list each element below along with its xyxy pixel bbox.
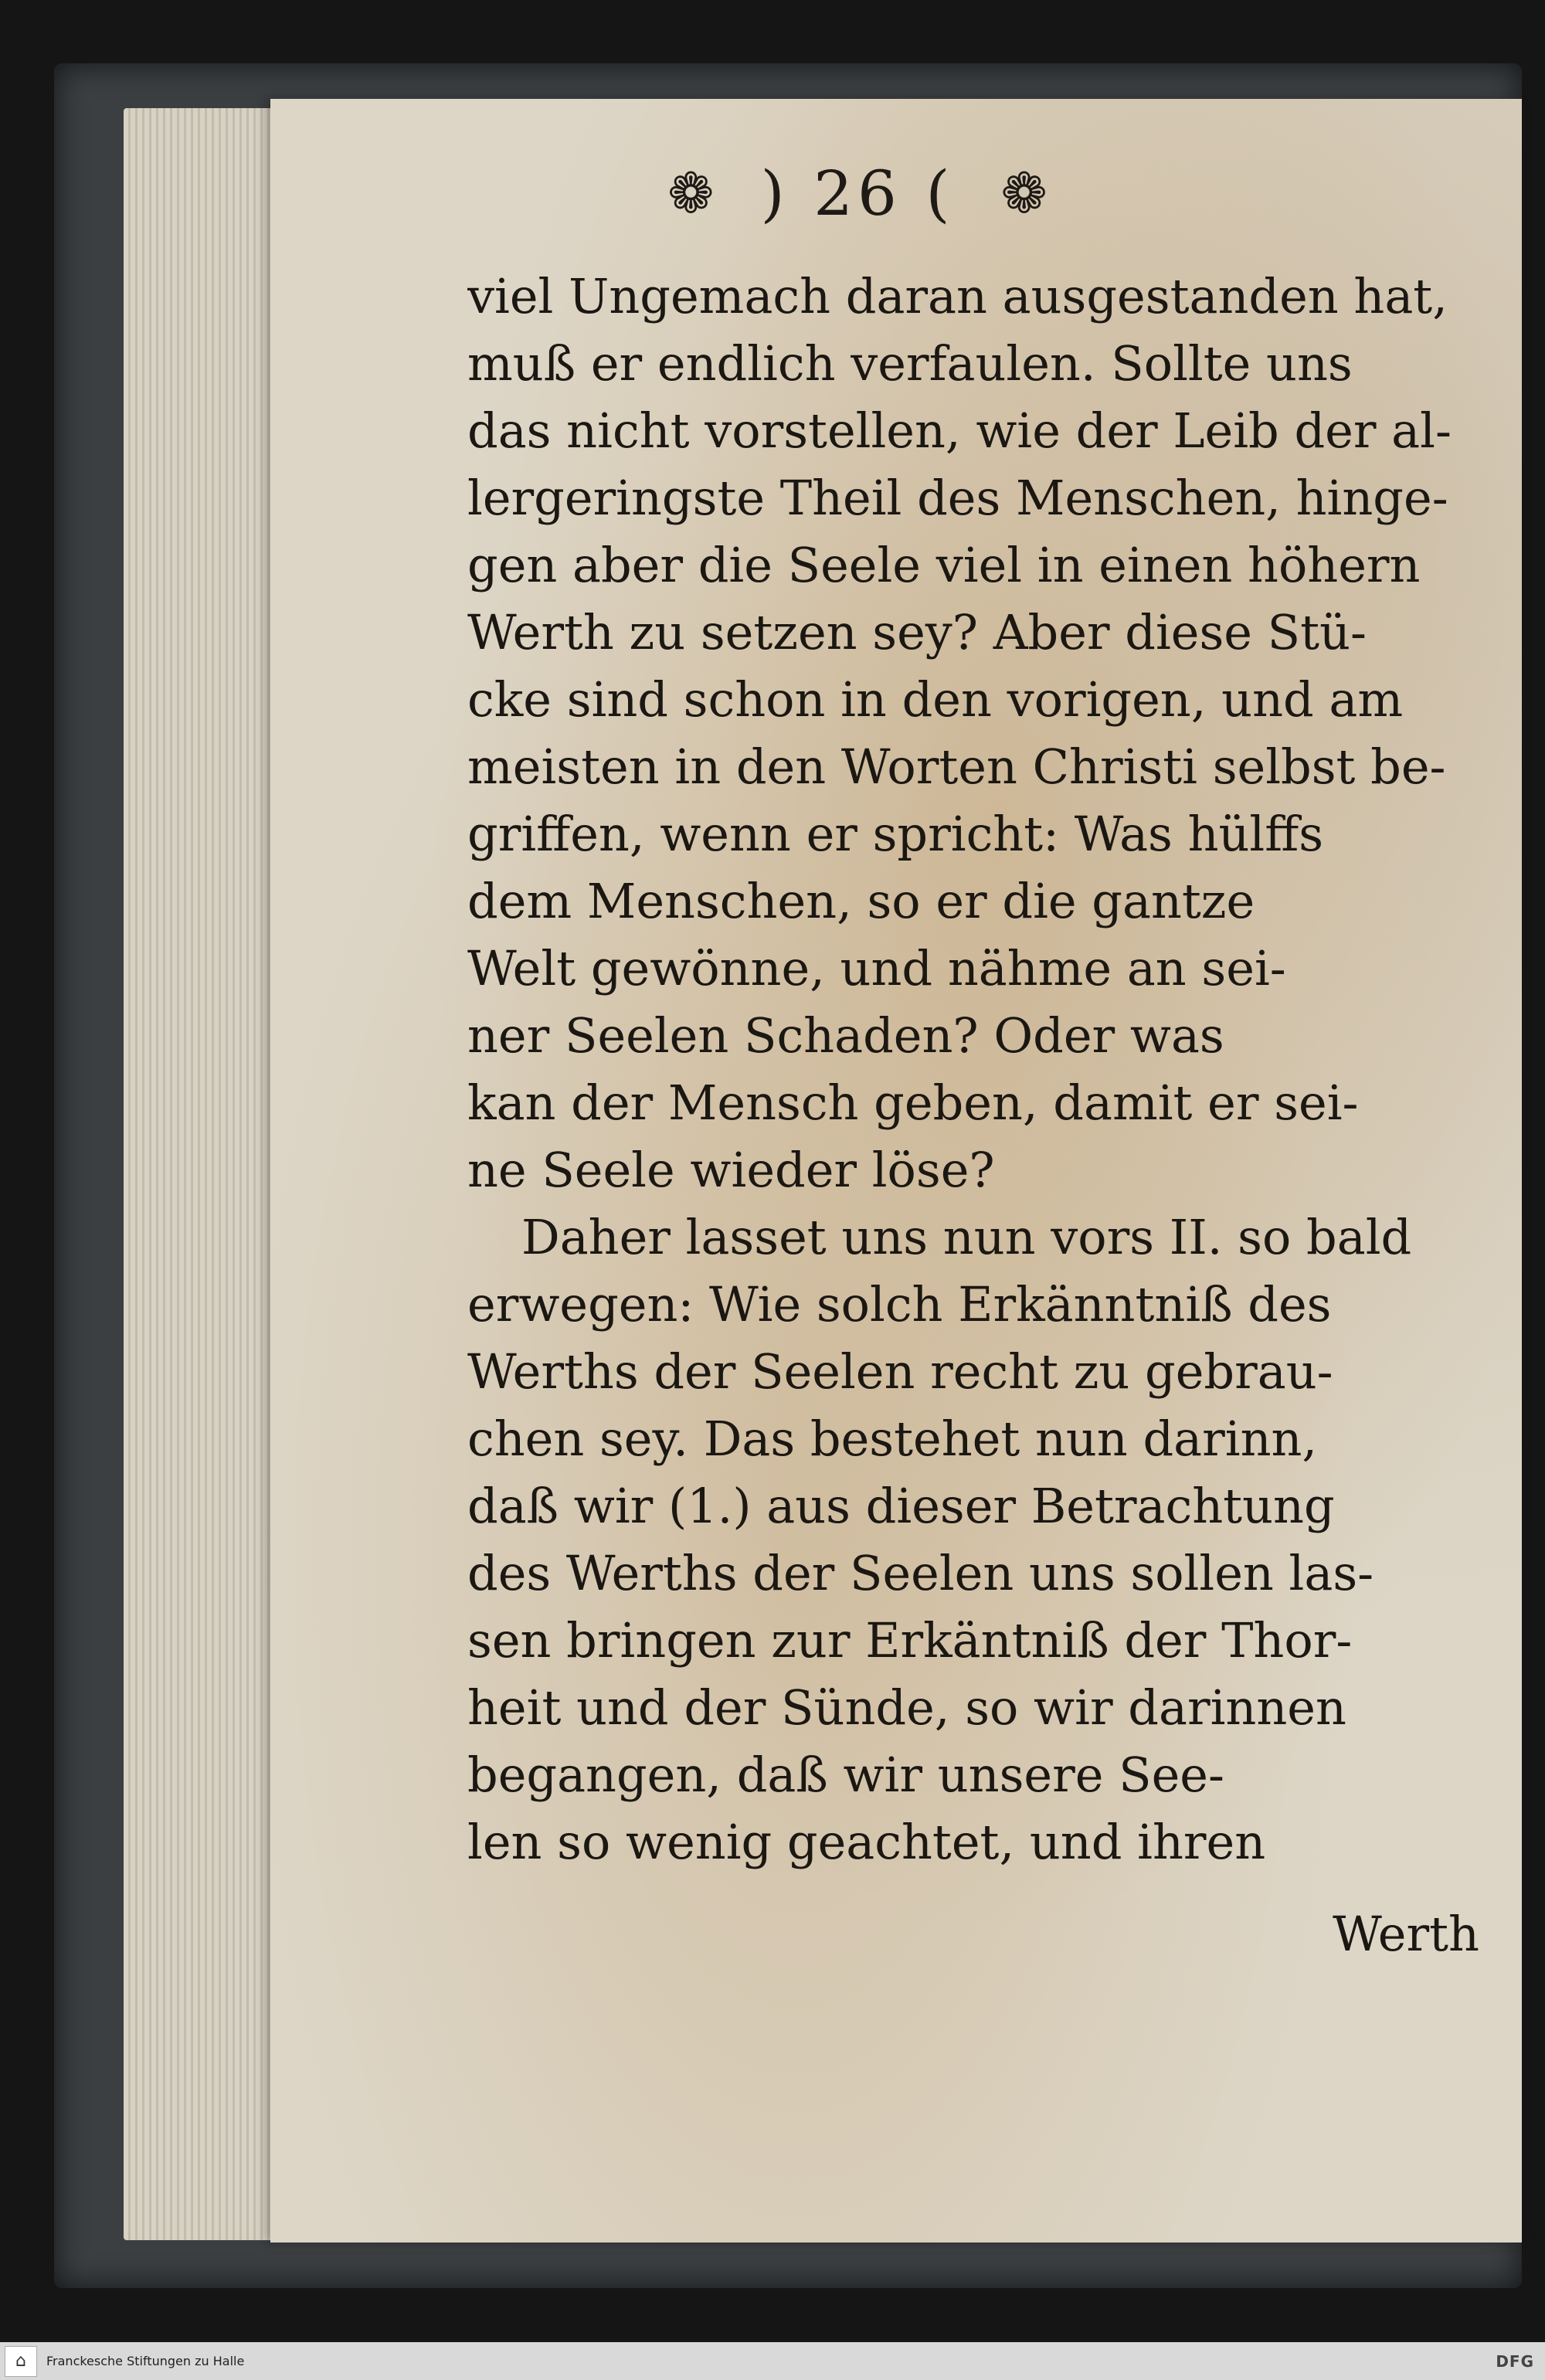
viewer-footer [0,2342,1545,2380]
text-line: griffen, wenn er spricht: Was hülffs [467,806,1324,862]
text-line: len so wenig geachtet, und ihren [467,1814,1266,1870]
ornament-right-icon: ❁ [1000,161,1048,226]
text-line: viel Ungemach daran ausgestanden hat, [467,268,1448,324]
text-line: Welt gewönne, und nähme an sei- [467,940,1286,996]
text-line: cke sind schon in den vorigen, und am [467,671,1404,728]
text-line: des Werths der Seelen uns sollen las- [467,1545,1374,1601]
text-line: erwegen: Wie solch Erkänntniß des [467,1276,1332,1333]
page-header [479,151,1236,236]
body-text [467,263,1479,1876]
text-line: Werth zu setzen sey? Aber diese Stü- [467,604,1367,660]
ornament-left-icon: ❁ [667,161,715,226]
footer-institution[interactable] [0,2346,244,2377]
text-line: das nicht vorstellen, wie der Leib der al- [467,402,1452,459]
dfg-logo[interactable]: DFG [1496,2351,1534,2371]
institution-logo-icon: ⌂ [5,2346,37,2377]
page-number: ) 26 ( [760,157,955,229]
text-line: muß er endlich verfaulen. Sollte uns [467,335,1353,392]
catchword: Werth [1333,1906,1479,1962]
text-line: ne Seele wieder löse? [467,1142,995,1198]
text-line: Daher lasset uns nun vors II. so bald [521,1209,1412,1265]
text-line: sen bringen zur Erkäntniß der Thor- [467,1612,1353,1669]
text-line: dem Menschen, so er die gantze [467,873,1255,929]
text-line: kan der Mensch geben, damit er sei- [467,1075,1359,1131]
text-line: heit und der Sünde, so wir darinnen [467,1679,1346,1736]
text-line: meisten in den Worten Christi selbst be- [467,738,1446,795]
text-line: gen aber die Seele viel in einen höhern [467,537,1421,593]
text-line: lergeringste Theil des Menschen, hinge- [467,470,1448,526]
text-line: Werths der Seelen recht zu gebrau- [467,1343,1333,1400]
text-line: chen sey. Das bestehet nun darinn, [467,1411,1318,1467]
text-line: ner Seelen Schaden? Oder was [467,1007,1224,1064]
text-line: daß wir (1.) aus dieser Betrachtung [467,1478,1335,1534]
institution-label: Franckesche Stiftungen zu Halle [46,2354,245,2368]
text-line: begangen, daß wir unsere See- [467,1747,1224,1803]
